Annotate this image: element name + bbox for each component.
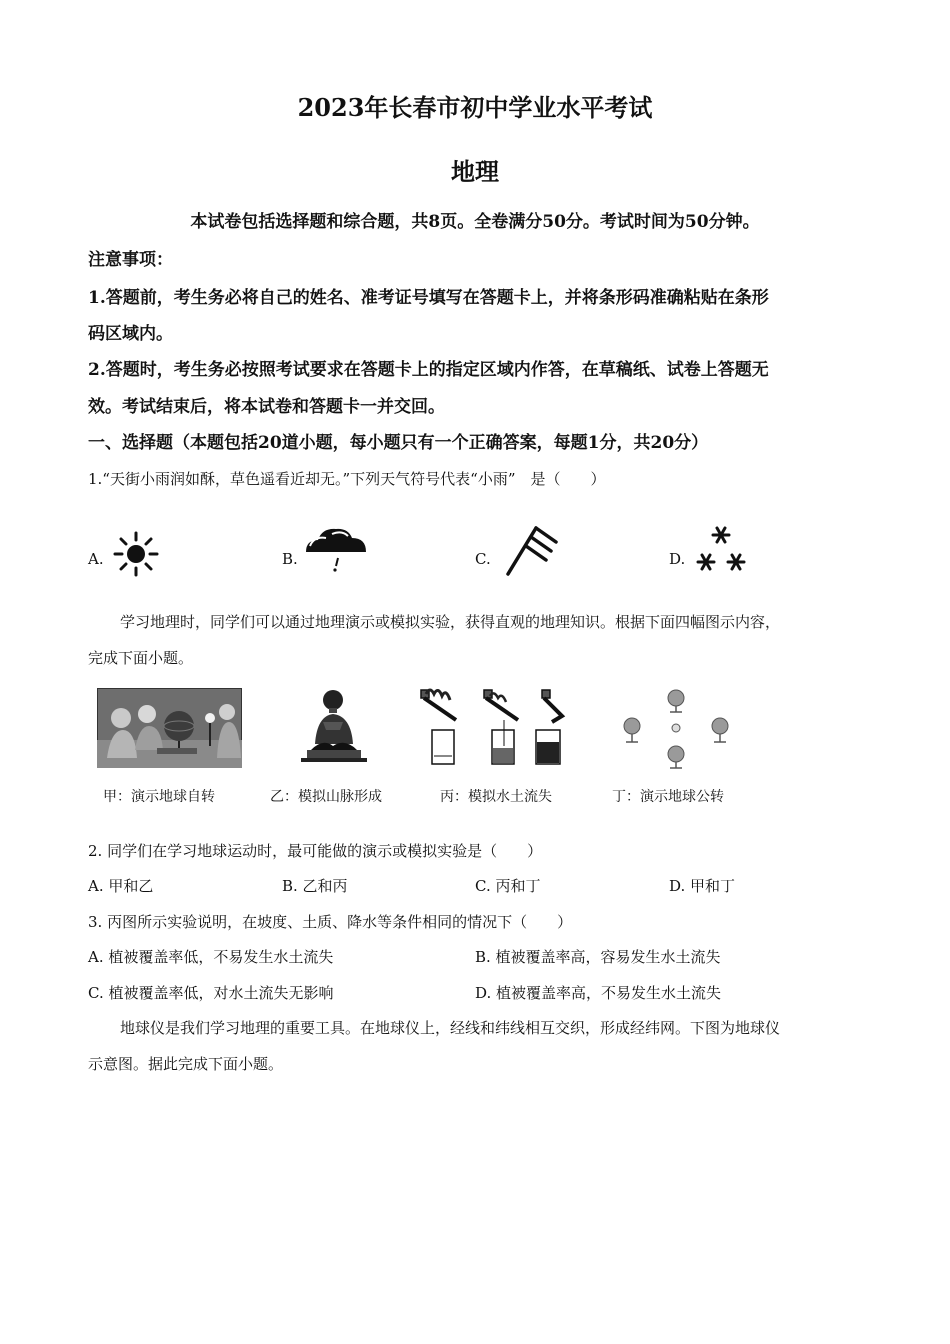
section-1-heading: 一、选择题（本题包括20道小题，每小题只有一个正确答案，每题1分，共20分） <box>88 433 709 453</box>
material-1-line-1: 学习地理时，同学们可以通过地理演示或模拟实验，获得直观的地理知识。根据下面四幅图示内容， <box>120 613 781 631</box>
subject-title: 地理 <box>451 157 499 186</box>
q3-option-c: C. 植被覆盖率低，对水土流失无影响 <box>88 984 334 1002</box>
earth-rotation-demo-image <box>97 688 242 768</box>
note-1-line-1: 1.答题前，考生务必将自己的姓名、准考证号填写在答题卡上，并将条形码准确粘贴在条形 <box>88 288 769 308</box>
q2-option-a: A. 甲和乙 <box>88 877 154 895</box>
note-1-line-2: 码区域内。 <box>88 324 173 344</box>
q1-option-b-label: B. <box>282 550 298 568</box>
q2-option-c: C. 丙和丁 <box>475 877 541 895</box>
cloud-rain-icon <box>302 522 370 574</box>
snow-icon <box>693 524 749 574</box>
q1-option-a-label: A. <box>88 550 104 568</box>
material-1-line-2: 完成下面小题。 <box>88 649 194 667</box>
exam-intro: 本试卷包括选择题和综合题，共8页。全卷满分50分。考试时间为50分钟。 <box>190 212 760 232</box>
q2-option-d: D. 甲和丁 <box>669 877 736 895</box>
q2-option-b: B. 乙和丙 <box>282 877 348 895</box>
mountain-formation-demo-image <box>293 686 373 768</box>
q2-stem: 2. 同学们在学习地球运动时，最可能做的演示或模拟实验是（ ） <box>88 842 543 860</box>
q1-stem: 1.“天街小雨润如酥，草色遥看近却无。”下列天气符号代表“小雨” 是（ ） <box>88 470 606 488</box>
caption-jia: 甲：演示地球自转 <box>103 789 215 805</box>
caption-ding: 丁：演示地球公转 <box>612 789 724 805</box>
sun-icon <box>110 530 162 578</box>
soil-erosion-experiment-image <box>416 686 566 770</box>
material-2-line-2: 示意图。据此完成下面小题。 <box>88 1055 284 1073</box>
material-2-line-1: 地球仪是我们学习地理的重要工具。在地球仪上，经线和纬线相互交织，形成经纬网。下图为地球仪 <box>120 1019 781 1037</box>
q3-option-b: B. 植被覆盖率高，容易发生水土流失 <box>475 948 721 966</box>
note-2-line-2: 效。考试结束后，将本试卷和答题卡一并交回。 <box>88 397 445 417</box>
earth-revolution-demo-image <box>620 686 732 770</box>
q3-option-a: A. 植被覆盖率低，不易发生水土流失 <box>88 948 334 966</box>
notes-heading: 注意事项： <box>88 250 173 270</box>
caption-bing: 丙：模拟水土流失 <box>440 789 552 805</box>
exam-title: 2023年长春市初中学业水平考试 <box>297 93 653 122</box>
q1-option-c-label: C. <box>475 550 491 568</box>
caption-yi: 乙：模拟山脉形成 <box>270 789 382 805</box>
q3-stem: 3. 丙图所示实验说明，在坡度、土质、降水等条件相同的情况下（ ） <box>88 913 573 931</box>
q1-option-d-label: D. <box>669 550 686 568</box>
wind-flag-icon <box>498 522 564 578</box>
note-2-line-1: 2.答题时，考生务必按照考试要求在答题卡上的指定区域内作答，在草稿纸、试卷上答题无 <box>88 360 769 380</box>
q3-option-d: D. 植被覆盖率高，不易发生水土流失 <box>475 984 722 1002</box>
